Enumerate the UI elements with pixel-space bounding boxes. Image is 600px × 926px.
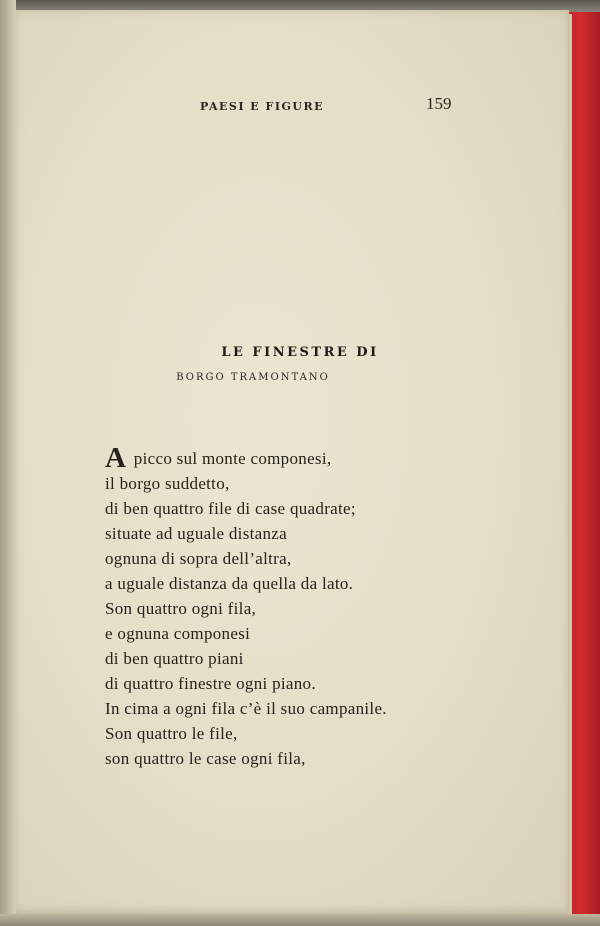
poem-line: di ben quattro file di case quadrate; xyxy=(105,499,356,518)
poem-line-text: picco sul monte componesi, xyxy=(129,449,332,468)
page-number: 159 xyxy=(426,94,452,113)
poem-line: a uguale distanza da quella da lato. xyxy=(105,574,354,593)
poem-title: LE FINESTRE DI xyxy=(221,345,379,360)
poem-line: Son quattro ogni fila, xyxy=(105,599,257,618)
poem-line: e ognuna componesi xyxy=(105,624,251,643)
poem-body xyxy=(105,442,387,771)
poem-line: di ben quattro piani xyxy=(105,649,244,668)
poem-line: situate ad uguale distanza xyxy=(105,524,287,543)
poem-line: il borgo suddetto, xyxy=(105,474,230,493)
drop-cap: A xyxy=(105,442,127,474)
poem-line: di quattro finestre ogni piano. xyxy=(105,674,316,693)
poem-line: ognuna di sopra dell’altra, xyxy=(105,549,292,568)
book-bottom-edge xyxy=(0,914,600,926)
spine-shadow xyxy=(0,0,16,926)
poem-line xyxy=(105,442,387,474)
poem-line: Son quattro le file, xyxy=(105,724,238,743)
poem-subtitle: BORGO TRAMONTANO xyxy=(176,372,330,383)
poem-line: son quattro le case ogni fila, xyxy=(105,749,306,768)
poem-line: In cima a ogni fila c’è il suo campanile. xyxy=(105,699,387,718)
running-head: PAESI E FIGURE xyxy=(200,100,324,113)
